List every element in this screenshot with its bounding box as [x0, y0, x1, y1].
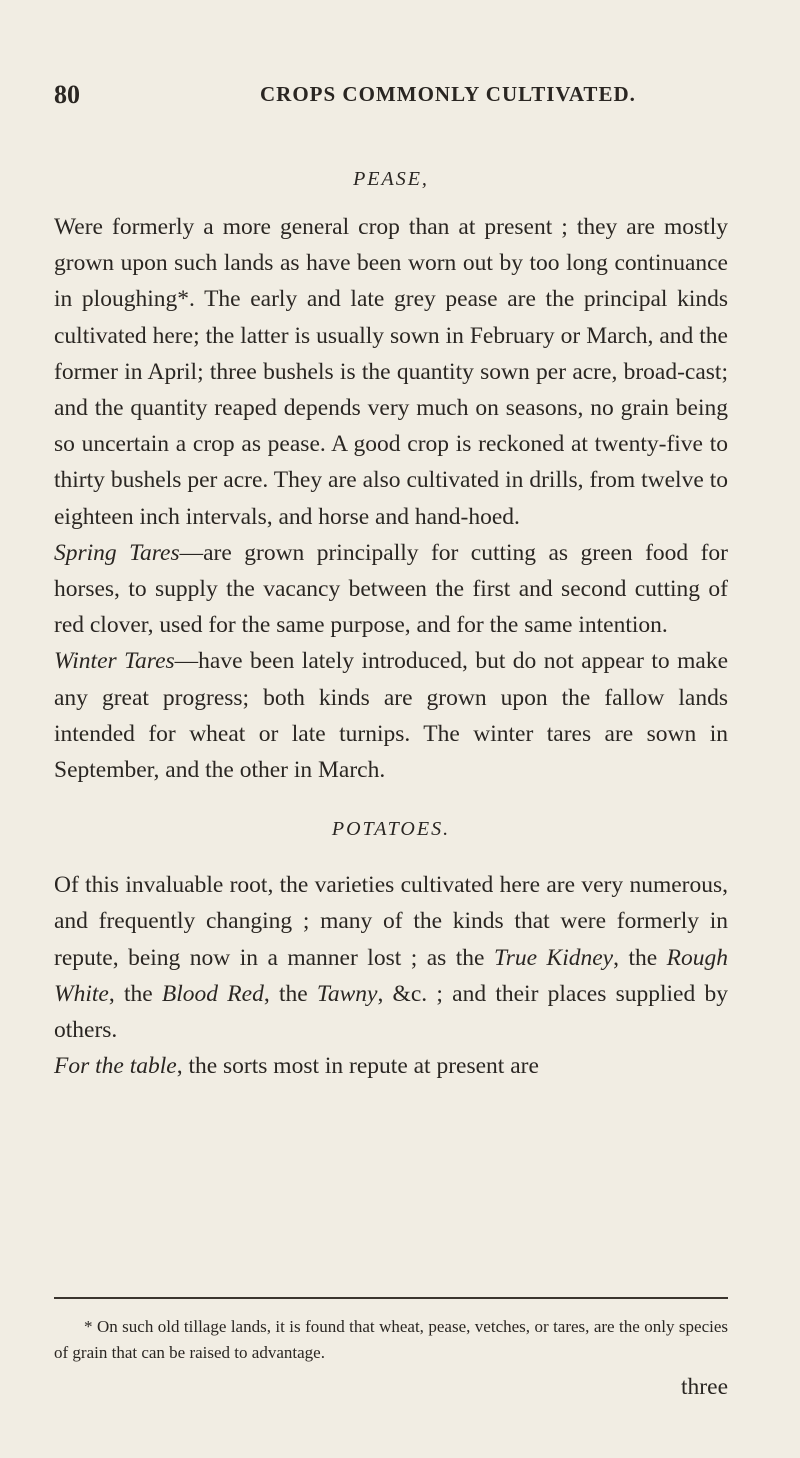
paragraph-potatoes-table [54, 1048, 728, 1084]
running-title: CROPS COMMONLY CULTIVATED. [260, 82, 636, 106]
for-the-table-lead: For the table [54, 1053, 177, 1080]
winter-tares-text: —have been lately introduced, but do not appear to make any great progress; both kinds are grown upon the fallow lands intended for wheat or late turnips. The winter tares are sown in September, and the other in March. [54, 648, 728, 784]
section-heading-pease: PEASE, [353, 168, 429, 190]
body-text [54, 168, 728, 1084]
paragraph-potatoes-varieties [54, 867, 728, 1048]
section-heading-potatoes: POTATOES. [331, 818, 451, 841]
potatoes-text-a: Of this invaluable root, the varieties cultivated here are very numerous, and frequently changing ; many of the kinds that were formerly in repute, being now in a manner lost ; as the [54, 872, 728, 971]
footnote-rule [54, 1297, 728, 1299]
paragraph-pease: Were formerly a more general crop than at present ; they are mostly grown upon such lands as have been worn out by too long continuance in ploughing*. The early and late grey pease are the principal kinds cultivated here; the latter is usually sown in February or March, and the former in April; three bushels is the quantity sown per acre, broad-cast; and the quantity reaped depends very much on seasons, no grain being so uncertain a crop as pease. A good crop is reckoned at twenty-five to thirty bushels per acre. They are also cultivated in drills, from twelve to eighteen inch intervals, and horse and hand-hoed. [54, 214, 728, 530]
paragraph-spring-tares [54, 535, 728, 644]
variety-separator-2: , the [108, 980, 162, 1007]
catchword: three [681, 1374, 728, 1400]
variety-tawny: Tawny [316, 980, 378, 1007]
potatoes-text-b: , &c. ; and their places supplied by others. [54, 980, 728, 1044]
running-head [54, 80, 728, 114]
spring-tares-lead: Spring Tares [54, 539, 180, 566]
footnote: * On such old tillage lands, it is found that wheat, pease, vetches, or tares, are the only species of grain that can be raised to advantage. [54, 1317, 728, 1362]
variety-blood-red: Blood Red [161, 980, 264, 1007]
variety-rough-white: Rough White [54, 944, 728, 1007]
page-number: 80 [54, 80, 80, 109]
spring-tares-text: —are grown principally for cutting as green food for horses, to supply the vacancy between the first and second cutting of red clover, used for the same purpose, and for the same intention. [54, 539, 728, 639]
variety-separator-1: , the [613, 944, 667, 971]
variety-true-kidney: True Kidney [493, 944, 614, 971]
for-the-table-text: , the sorts most in repute at present are [176, 1053, 539, 1080]
paragraph-winter-tares [54, 643, 728, 788]
variety-separator-3: , the [263, 980, 317, 1007]
winter-tares-lead: Winter Tares [54, 648, 175, 675]
